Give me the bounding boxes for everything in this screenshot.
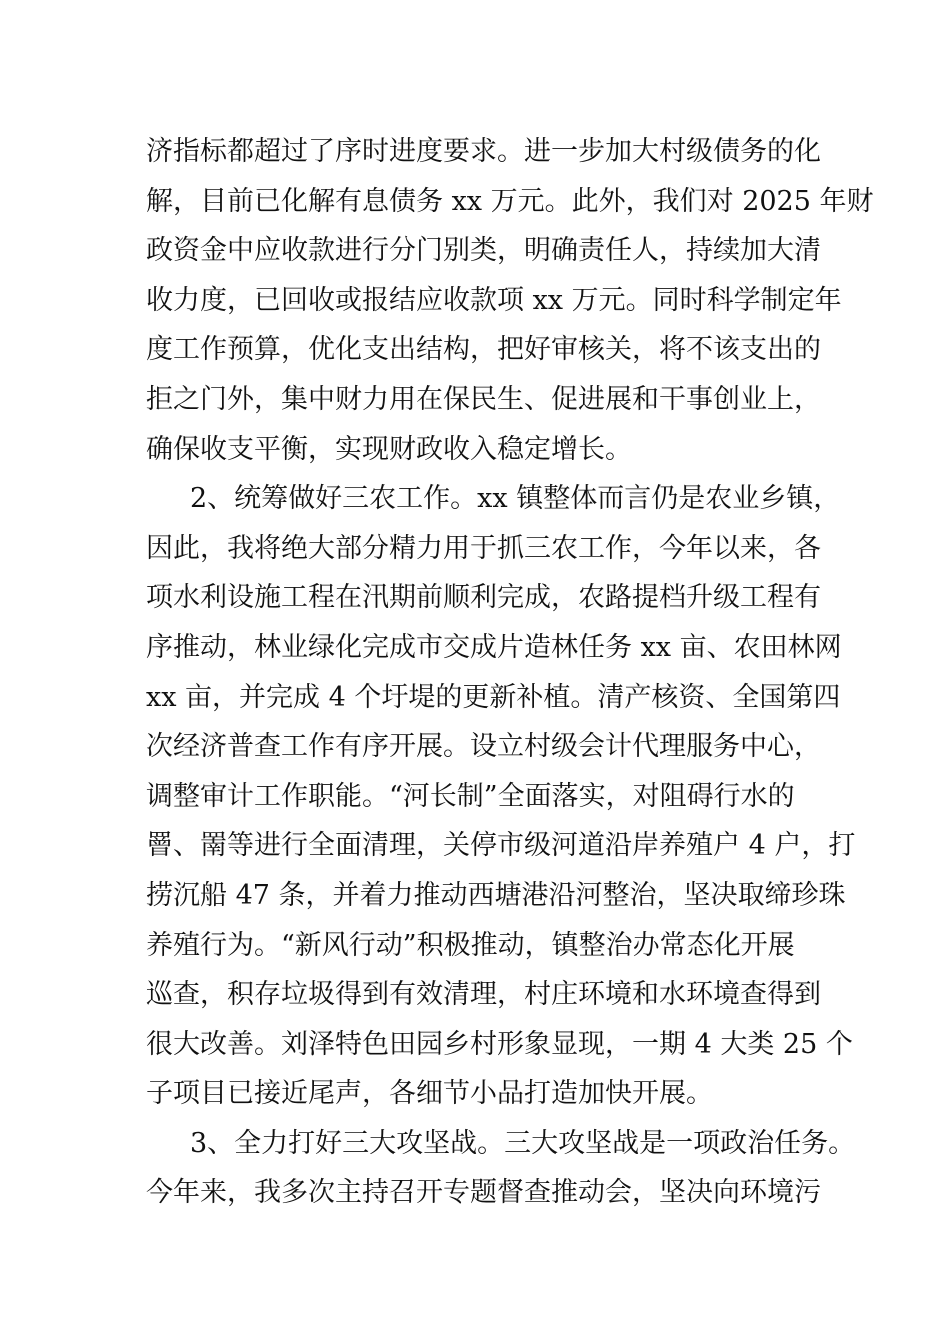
text-line: 确保收支平衡，实现财政收入稳定增长。 — [146, 433, 632, 465]
text-line: 养殖行为。“新风行动”积极推动，镇整治办常态化开展 — [146, 929, 795, 961]
text-line: 政资金中应收款进行分门别类，明确责任人，持续加大清 — [146, 235, 821, 267]
text-line: 因此，我将绝大部分精力用于抓三农工作，今年以来，各 — [146, 532, 821, 564]
text-line: 项水利设施工程在汛期前顺利完成，农路提档升级工程有 — [146, 582, 821, 614]
text-line: xx 亩，并完成 4 个圩堤的更新补植。清产核资、全国第四 — [146, 681, 841, 713]
text-line: 很大改善。刘泽特色田园乡村形象显现，一期 4 大类 25 个 — [146, 1028, 853, 1060]
text-line: 罾、罱等进行全面清理，关停市级河道沿岸养殖户 4 户，打 — [146, 830, 856, 862]
text-line: 度工作预算，优化支出结构，把好审核关，将不该支出的 — [146, 334, 821, 366]
text-line: 解，目前已化解有息债务 xx 万元。此外，我们对 2025 年财 — [146, 185, 874, 217]
text-line: 次经济普查工作有序开展。设立村级会计代理服务中心， — [146, 731, 821, 763]
paragraph-start-line: 2、统筹做好三农工作。xx 镇整体而言仍是农业乡镇， — [190, 483, 841, 515]
body-text — [146, 127, 874, 1218]
text-line: 子项目已接近尾声，各细节小品打造加快开展。 — [146, 1078, 713, 1110]
text-line: 今年来，我多次主持召开专题督查推动会，坚决向环境污 — [146, 1177, 821, 1209]
text-line: 调整审计工作职能。“河长制”全面落实，对阻碍行水的 — [146, 780, 795, 812]
text-line: 捞沉船 47 条，并着力推动西塘港沿河整治，坚决取缔珍珠 — [146, 879, 846, 911]
text-line: 济指标都超过了序时进度要求。进一步加大村级债务的化 — [146, 136, 821, 167]
text-line: 收力度，已回收或报结应收款项 xx 万元。同时科学制定年 — [146, 284, 842, 316]
paragraph-start-line: 3、全力打好三大攻坚战。三大攻坚战是一项政治任务。 — [190, 1127, 856, 1159]
text-line: 巡查，积存垃圾得到有效清理，村庄环境和水环境查得到 — [146, 979, 821, 1011]
text-line: 序推动，林业绿化完成市交成片造林任务 xx 亩、农田林网 — [146, 631, 842, 663]
text-line: 拒之门外，集中财力用在保民生、促进展和干事创业上， — [146, 383, 821, 415]
